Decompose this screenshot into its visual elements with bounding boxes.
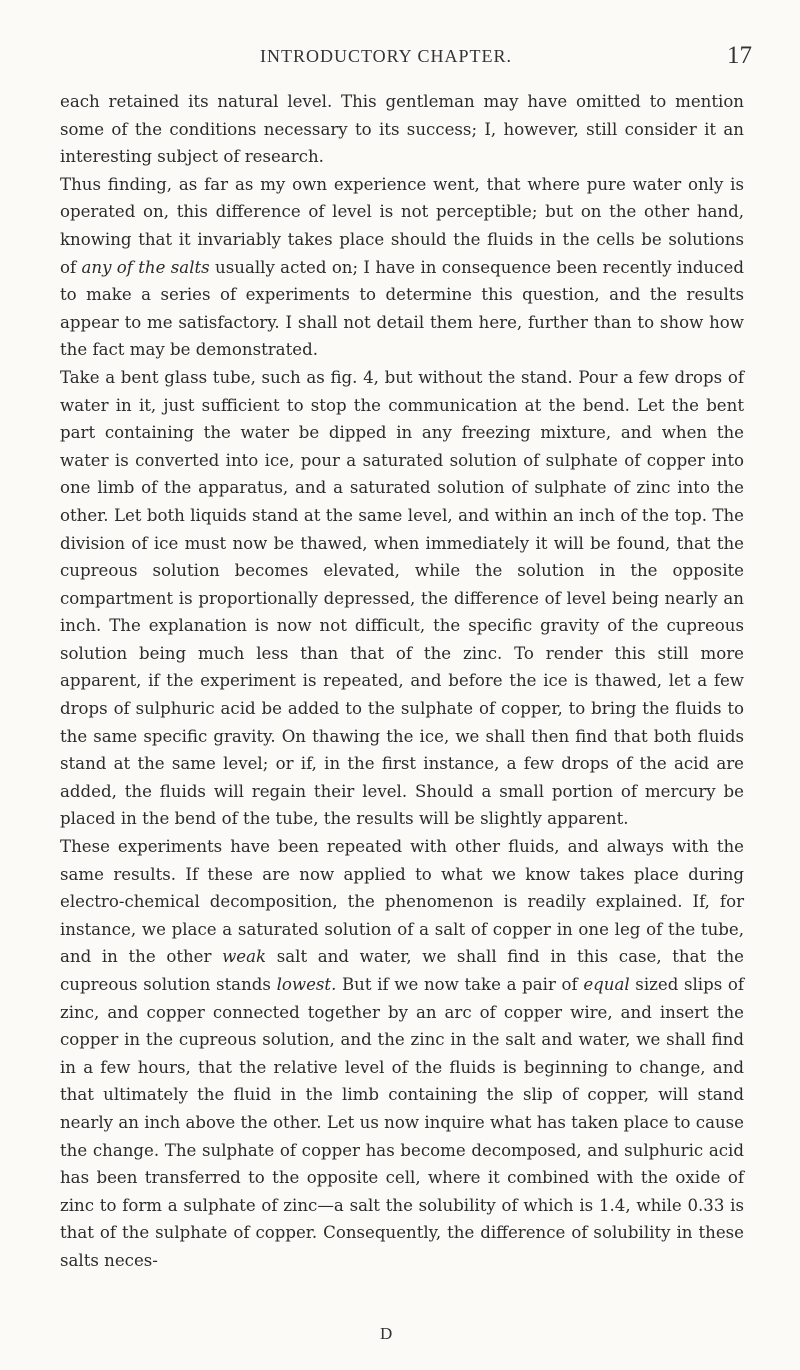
paragraph [60,171,744,364]
body-text [60,88,744,1275]
text-run: usually acted on; I have in consequence been recently induced to make a series of experiments to determine this question, and the results appear to me satisfactory. I shall not detail them here, further than to show how the fact may be demonstrated. [60,257,744,360]
text-run: Thus finding, as far as my own experience went, that where pure water only is operated on, this difference of level is not perceptible; but on the other hand, knowing that it invariably takes place should the fluids in the cells be solutions of [60,174,744,277]
paragraph [60,833,744,1275]
text-run: Take a bent glass tube, such as fig. 4, but without the stand. Pour a few drops of water in it, just sufficient to stop the communication at the bend. Let the bent part containing the water be dipped in any freezing mixture, and when the water is converted into ice, pour a saturated solution of sulphate of copper into one limb of the apparatus, and a saturated solution of sulphate of zinc into the other. Let both liquids stand at the same level, and within an inch of the top. The division of ice must now be thawed, when immediately it will be found, that the cupreous solution becomes elevated, while the solution in the opposite compartment is proportionally depressed, the difference of level being nearly an inch. The explanation is now not difficult, the specific gravity of the cupreous solution being much less than that of the zinc. To render this still more apparent, if the experiment is repeated, and before the ice is thawed, let a few drops of sulphuric acid be added to the sulphate of copper, to bring the fluids to the same specific gravity. On thawing the ice, we shall then find that both fluids stand at the same level; or if, in the first instance, a few drops of the acid are added, the fluids will regain their level. Should a small portion of mercury be placed in the bend of the tube, the results will be slightly apparent. [60,367,744,829]
text-run-italic: equal [583,975,630,994]
text-run: These experiments have been repeated with other fluids, and always with the same results. If these are now applied to what we know takes place during electro-chemical decomposition, the phenomenon is readily explained. If, for instance, we place a saturated solution of a salt of copper in one leg of the tube, and in the other [60,837,744,967]
paragraph [60,364,744,833]
paragraph [60,88,744,171]
text-run: each retained its natural level. This gentleman may have omitted to mention some of the conditions necessary to its success; I, however, still consider it an interesting subject of research. [60,92,744,167]
page-number: 17 [727,42,752,69]
text-run: sized slips of zinc, and copper connected together by an arc of copper wire, and insert the copper in the cupreous solution, and the zinc in the salt and water, we shall find in a few hours, that the relative level of the fluids is beginning to change, and that ultimately the fluid in the limb containing the slip of copper, will stand nearly an inch above the other. Let us now inquire what has taken place to cause the change. The sulphate of copper has become decomposed, and sulphuric acid has been transferred to the opposite cell, where it combined with the oxide of zinc to form a sulphate of zinc—a salt the solubility of which is 1.4, while 0.33 is that of the sulphate of copper. Consequently, the difference of solubility in these salts neces- [60,975,745,1270]
signature-mark: D [380,1324,393,1343]
running-title: INTRODUCTORY CHAPTER. [260,46,513,66]
text-run: But if we now take a pair of [336,975,584,994]
running-head [50,42,760,72]
text-run-italic: lowest. [276,975,337,994]
text-run-italic: weak [222,947,267,967]
text-run-italic: any of the salts [81,257,210,277]
text-run: salt and water, we shall find in this case, that the cupreous solution stands [60,947,744,994]
